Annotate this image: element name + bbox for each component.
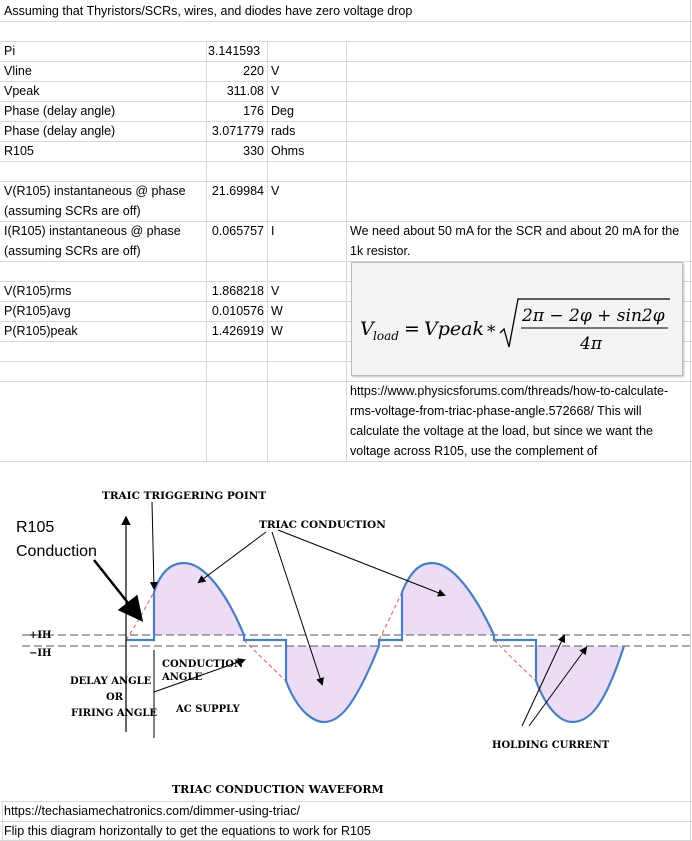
row-value-r105: 330 — [243, 144, 264, 158]
result-label-vrms: V(R105)rms — [4, 284, 72, 298]
holding-current-label: HOLDING CURRENT — [492, 740, 610, 751]
formula-times: * — [487, 322, 496, 342]
result-value-pavg: 0.010576 — [211, 304, 264, 318]
row-unit-vline: V — [271, 64, 280, 78]
result-label-ppeak: P(R105)peak — [4, 324, 78, 338]
conduction-angle-label-1: CONDUCTION — [162, 659, 244, 670]
instant-value-voltage: 21.69984 — [211, 184, 264, 198]
row-label-phase-rad: Phase (delay angle) — [4, 124, 116, 138]
result-value-ppeak: 1.426919 — [211, 324, 264, 338]
ac-supply-dashed-3 — [379, 592, 402, 640]
triac-conduction-label: TRIAC CONDUCTION — [259, 519, 386, 531]
row-label-vpeak: Vpeak — [4, 84, 40, 98]
delay-angle-label-2: OR — [106, 692, 124, 703]
r105-conduction-arrow — [94, 560, 140, 618]
conduction-region-1 — [154, 563, 244, 635]
r105-conduction-label: Conduction — [16, 543, 97, 560]
result-label-pavg: P(R105)avg — [4, 304, 71, 318]
instant-value-current: 0.065757 — [211, 224, 264, 238]
figure-caption: TRIAC CONDUCTION WAVEFORM — [172, 783, 384, 796]
conduction-region-2 — [286, 646, 379, 722]
conduction-region-3 — [402, 563, 494, 635]
rms-formula-image — [351, 262, 683, 376]
instant-label-voltage: V(R105) instantaneous @ phase (assuming SCRs are off) — [4, 184, 186, 218]
row-unit-r105: Ohms — [271, 144, 305, 158]
formula-vpeak: Vpeak — [424, 318, 484, 340]
result-unit-ppeak: W — [271, 324, 283, 338]
plus-ih-label: +IH — [29, 630, 52, 641]
instant-unit-voltage: V — [271, 184, 280, 198]
conduction-angle-label-2: ANGLE — [162, 672, 203, 683]
physicsforums-link-note: https://www.physicsforums.com/threads/how-to-calculate-rms-voltage-from-triac-phase-angle.572668/ This will calculate the voltage at the load, but since we want the voltage across R105, use the complement of — [350, 384, 669, 458]
formula-denominator: 4π — [580, 334, 602, 354]
scr-current-note: We need about 50 mA for the SCR and about 20 mA for the 1k resistor. — [350, 224, 680, 258]
row-unit-phase-deg: Deg — [271, 104, 294, 118]
result-unit-vrms: V — [271, 284, 280, 298]
triac-waveform-diagram — [4, 470, 690, 800]
triac-arrow-3 — [278, 530, 444, 595]
minus-ih-label: −IH — [29, 648, 52, 659]
row-label-r105: R105 — [4, 144, 34, 158]
row-label-phase-deg: Phase (delay angle) — [4, 104, 116, 118]
formula-equals: = — [404, 318, 420, 340]
rms-formula — [352, 263, 684, 377]
header-note: Assuming that Thyristors/SCRs, wires, and diodes have zero voltage drop — [4, 4, 413, 18]
flip-diagram-note: Flip this diagram horizontally to get the equations to work for R105 — [4, 824, 371, 838]
source-url[interactable]: https://techasiamechatronics.com/dimmer-using-triac/ — [4, 804, 300, 818]
triac-waveform-figure — [4, 470, 690, 800]
row-label-vline: Vline — [4, 64, 32, 78]
ac-supply-label: AC SUPPLY — [176, 704, 240, 715]
row-value-phase-rad: 3.071779 — [211, 124, 264, 138]
formula-numerator: 2π − 2φ + sin2φ — [522, 306, 665, 326]
trigger-point-arrow — [152, 502, 154, 588]
row-value-vpeak: 311.08 — [226, 84, 264, 98]
row-value-vline: 220 — [243, 64, 264, 78]
r105-label: R105 — [16, 519, 55, 536]
row-value-pi: 3.141593 — [208, 44, 261, 58]
triac-arrow-1 — [199, 532, 266, 582]
row-unit-vpeak: V — [271, 84, 280, 98]
result-value-vrms: 1.868218 — [211, 284, 264, 298]
instant-unit-current: I — [271, 224, 275, 238]
instant-label-current: I(R105) instantaneous @ phase (assuming SCRs are off) — [4, 224, 181, 258]
delay-angle-label-3: FIRING ANGLE — [71, 708, 158, 719]
result-unit-pavg: W — [271, 304, 283, 318]
delay-angle-label-1: DELAY ANGLE — [70, 676, 152, 687]
formula-lhs-sub: load — [373, 329, 399, 343]
row-unit-phase-rad: rads — [271, 124, 296, 138]
row-label-pi: Pi — [4, 44, 16, 58]
formula-lhs: V — [360, 318, 374, 340]
triac-triggering-point-label: TRAIC TRIGGERING POINT — [102, 490, 267, 502]
row-value-phase-deg: 176 — [243, 104, 264, 118]
